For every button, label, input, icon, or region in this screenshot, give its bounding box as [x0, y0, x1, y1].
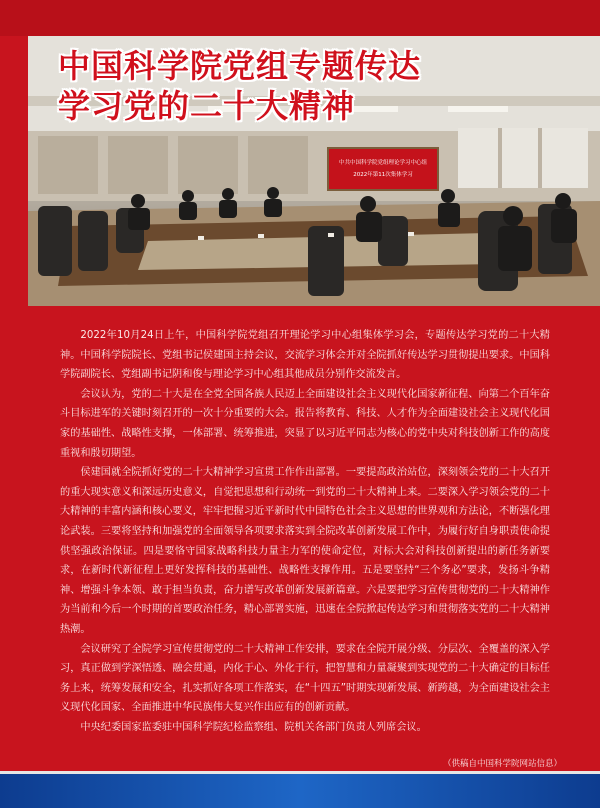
- source-note: （供稿自中国科学院网站信息）: [442, 759, 562, 769]
- title-line-2: 学习党的二十大精神: [58, 87, 356, 125]
- page-title: [58, 46, 421, 126]
- bottom-band: [0, 771, 600, 808]
- paragraph: 侯建国就全院抓好党的二十大精神学习宣贯工作作出部署。一要提高政治站位，深刻领会党的二十大召开的重大现实意义和深远历史意义，自觉把思想和行动统一到党的二十大精神上来。二要深入学习领会党的二十大精神的丰富内涵和核心要义，牢牢把握习近平新时代中国特色社会主义思想的世界观和方法论，不断强化理论武装。三要将坚持和加强党的全面领导各项要求落实到全院改革创新发展工作中，为履行好自身职责使命提供坚强政治保证。四是要恪守国家战略科技力量主力军的使命定位，对标大会对科技创新提出的新任务新要求，在新时代新征程上更好发挥科技的基础性、战略性支撑作用。五是要坚持“三个务必”要求，发扬斗争精神、增强斗争本领、敢于担当负责，奋力谱写改革创新发展新篇章。六是要把学习宣传贯彻党的二十大精神作为当前和今后一个时期的首要政治任务，精心部署实施，迅速在全院掀起传达学习和贯彻落实党的二十大精神热潮。: [60, 467, 550, 635]
- bottom-stripe: [0, 771, 600, 774]
- paragraph: 会议认为，党的二十大是在全党全国各族人民迈上全面建设社会主义现代化国家新征程、向第二个百年奋斗目标进军的关键时刻召开的一次十分重要的大会。报告将教育、科技、人才作为全面建设社会主义现代化国家的基础性、战略性支撑，一体部署、统筹推进，突显了以习近平同志为核心的党中央对科技创新工作的高度重视和殷切期望。: [60, 388, 550, 459]
- screen-text-2: 2022年第11次集体学习: [353, 172, 413, 178]
- screen-text-1: 中共中国科学院党组理论学习中心组: [338, 160, 428, 166]
- paragraph: 中央纪委国家监委驻中国科学院纪检监察组、院机关各部门负责人列席会议。: [80, 721, 427, 733]
- paragraph: 2022年10月24日上午，中国科学院党组召开理论学习中心组集体学习会，专题传达学习党的二十大精神。中国科学院院长、党组书记侯建国主持会议，交流学习体会并对全院抓好传达学习贯彻提出要求。中国科学院副院长、党组副书记阴和俊与理论学习中心组其他成员分别作交流发言。: [60, 330, 550, 381]
- paragraph: 会议研究了全院学习宣传贯彻党的二十大精神工作安排，要求在全院开展分级、分层次、全覆盖的深入学习，真正做到学深悟透、融会贯通，内化于心、外化于行，把智慧和力量凝聚到实现党的二十大确定的目标任务上来，统筹发展和安全，扎实抓好各项工作落实，在“十四五”时期实现新发展、新跨越，为全面建设社会主义现代化国家、全面推进中华民族伟大复兴作出应有的创新贡献。: [60, 643, 550, 714]
- article-body: [60, 326, 550, 737]
- title-line-1: 中国科学院党组专题传达: [58, 47, 422, 85]
- top-band: [0, 0, 600, 36]
